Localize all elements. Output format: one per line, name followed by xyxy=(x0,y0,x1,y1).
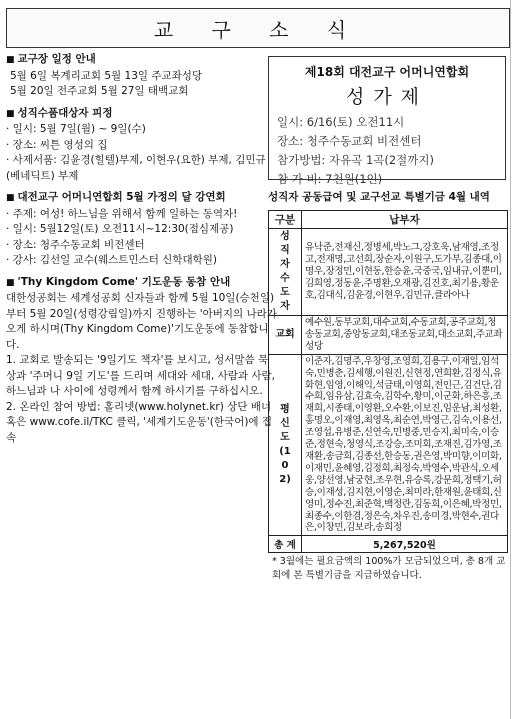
donor-table xyxy=(268,210,508,553)
bullet-square-icon: ■ xyxy=(6,277,15,288)
concert-fee: 참 가 비: 7천원(1인) xyxy=(277,172,383,186)
section-heading-lecture: ■ 대전교구 어머니연합회 5월 가정의 달 강연회 xyxy=(6,191,226,203)
right-column xyxy=(268,56,506,582)
concert-title: 성가제 xyxy=(345,86,429,108)
table-row xyxy=(269,229,508,316)
page-title: 교 구 소 식 xyxy=(6,8,510,48)
column-header-category: 구분 xyxy=(269,211,302,229)
page-edge-divider xyxy=(510,0,511,719)
lecture-line: · 일시: 5월12일(토) 오전11시~12:30(점심제공) xyxy=(6,223,234,235)
table-row xyxy=(269,354,508,536)
prayer-paragraph: 대한성공회는 세계성공회 신자들과 함께 5월 10일(승천일)부터 5월 20일(성령강림일)까지 진행하는 '아버지의 나라가 오게 하시며(Thy Kingdom Come)'기도운동에 동참합니다. xyxy=(6,292,277,351)
prayer-paragraph: 1. 교회로 발송되는 '9일기도 책자'를 보시고, 성서말씀 묵상과 '주머니 9일 기도'를 드리며 세대와 세대, 사람과 사람, 하느님과 나 사이에 성령께서 함께 하시기를 구하십시오. xyxy=(6,354,275,397)
retreat-line: · 사제서품: 김윤경(힐텔)부제, 이현우(요한) 부제, 김민규(베네딕트) 부제 xyxy=(6,154,266,182)
table-row xyxy=(269,316,508,355)
row-donor-names: 예수원,동부교회,대수교회,수동교회,공주교회,청송동교회,중앙동교회,대조동교회,대소교회,주교좌성당 xyxy=(302,316,508,355)
schedule-line: 5월 20일 전주교회 5월 27일 태백교회 xyxy=(10,85,189,97)
concert-subtitle: 제18회 대전교구 어머니연합회 xyxy=(304,65,470,79)
retreat-line: · 일시: 5월 7일(월) ~ 9일(수) xyxy=(6,123,146,135)
concert-date: 일시: 6/16(토) 오전11시 xyxy=(277,115,405,129)
bullet-square-icon: ■ xyxy=(6,55,15,65)
bullet-square-icon: ■ xyxy=(6,108,15,119)
table-header-row xyxy=(269,211,508,229)
row-donor-names: 이준자,김명주,우창영,조영희,김용구,이재일,임석숙,민병춘,김세행,이원진,신현정,연희환,김정식,유화현,임영,이해익,석금태,이영희,전인근,김건단,김수희,임유삼,김효숙,김학수,황미,이군화,하은흥,조재희,시종태,이영환,오수환,이보진,임운남,최성환,홍명오,이재영,최영옥,최순연,박영근,김숙,이용선,조영섭,유병준,신연숙,민병중,민승지,최미숙,이승준,정현숙,청영식,조강승,조미회,조재진,김가영,조재환,송금희,김종선,한승동,권은영,박미향,이미화,이재민,윤혜영,김정희,최정숙,박영수,박관식,오세웅,양선영,남궁현,조우현,유승록,강문희,정택기,허승,이재성,김지현,이영순,최미라,한재원,윤태희,신영미,정수진,최준혁,백정란,김동희,이은혜,박정민,최종수,이한겸,정은숙,차우진,송미경,박현수,권다은,이창민,김보라,송희정 xyxy=(302,354,508,536)
left-column xyxy=(6,52,278,446)
section-heading-retreat: ■ 성직수품대상자 피정 xyxy=(6,106,113,119)
total-label: 총 계 xyxy=(269,536,302,553)
total-value: 5,267,520원 xyxy=(302,536,508,553)
row-category: 교회 xyxy=(269,316,302,355)
row-category: 성직자수도자 xyxy=(269,229,302,316)
schedule-line: 5월 6일 복계리교회 5월 13일 주교좌성당 xyxy=(10,69,203,82)
table-total-row xyxy=(269,536,508,553)
bullet-square-icon: ■ xyxy=(6,193,15,203)
concert-place: 장소: 청주수동교회 비전센터 xyxy=(277,134,422,148)
section-heading-schedule: ■ 교구장 일정 안내 xyxy=(6,53,96,65)
concert-method: 참가방법: 자유곡 1곡(2절까지) xyxy=(277,153,434,167)
row-category: 평신도(102) xyxy=(269,354,302,536)
section-heading-prayer: ■ 'Thy Kingdom Come' 기도운동 동참 안내 xyxy=(6,275,231,288)
donor-heading: 성직자 공동급여 및 교구선교 특별기금 4월 내역 xyxy=(268,191,490,203)
lecture-line: · 주제: 여성! 하느님을 위해서 함께 일하는 동역자! xyxy=(6,207,238,220)
prayer-paragraph: 2. 온라인 참여 방법: 홀리넷(www.holynet.kr) 상단 배너 혹은 www.cofe.il/TKC 클릭, '세계기도운동'(한국어)에 접속 xyxy=(6,400,273,444)
column-header-donors: 납부자 xyxy=(302,211,508,229)
lecture-line: · 강사: 김선일 교수(웨스트민스터 신학대학원) xyxy=(6,254,217,266)
lecture-line: · 장소: 청주수동교회 비전센터 xyxy=(6,238,145,251)
donor-footnote: * 3월에는 필요금액의 100%가 모금되었으며, 총 8개 교회에 본 특별기금을 지급하였습니다. xyxy=(272,556,506,581)
concert-announcement-box xyxy=(268,56,506,186)
retreat-line: · 장소: 씨튼 영성의 집 xyxy=(6,138,108,151)
row-donor-names: 유낙준,전재신,정병세,박노그,강호욱,남재영,조정고,전재명,고선희,장순자,이원구,도가부,김종대,이명우,장정민,이현동,한승윤,국중국,임내규,이뿐미,김희영,정동윤,주명환,오재광,김진호,최기용,황운호,김대식,김윤경,이현우,김민규,클라아나 xyxy=(302,229,508,316)
